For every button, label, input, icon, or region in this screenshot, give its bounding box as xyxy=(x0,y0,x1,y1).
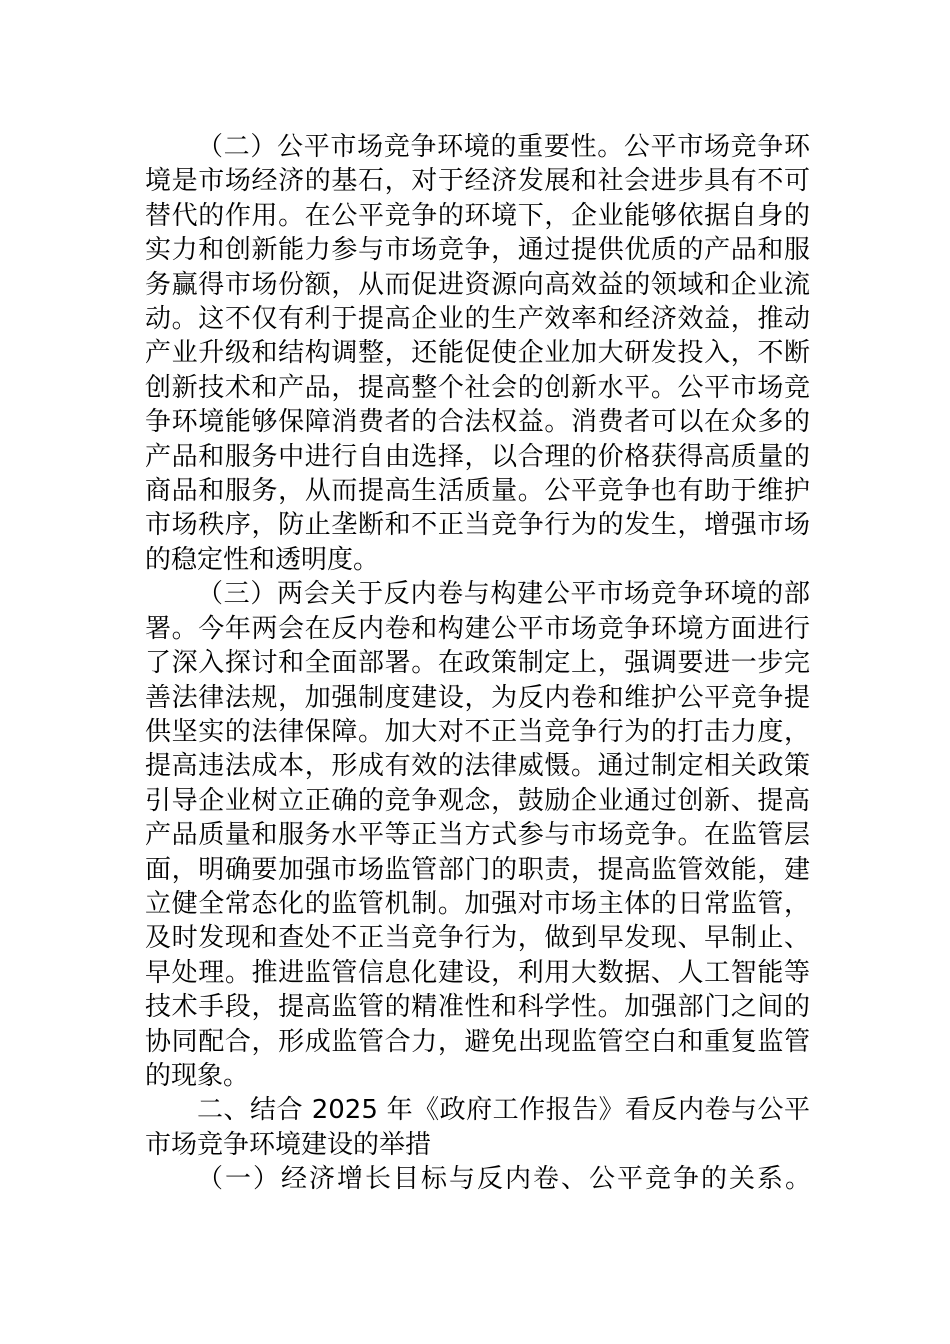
paragraph-two-sessions-deployment: （三）两会关于反内卷与构建公平市场竞争环境的部署。今年两会在反内卷和构建公平市场竞争环境方面进行了深入探讨和全面部署。在政策制定上，强调要进一步完善法律法规，加强制度建设，为反内卷和维护公平竞争提供坚实的法律保障。加大对不正当竞争行为的打击力度，提高违法成本，形成有效的法律威慑。通过制定相关政策引导企业树立正确的竞争观念，鼓励企业通过创新、提高产品质量和服务水平等正当方式参与市场竞争。在监管层面，明确要加强市场监管部门的职责，提高监管效能，建立健全常态化的监管机制。加强对市场主体的日常监管，及时发现和查处不正当竞争行为，做到早发现、早制止、早处理。推进监管信息化建设，利用大数据、人工智能等技术手段，提高监管的精准性和科学性。加强部门之间的协同配合，形成监管合力，避免出现监管空白和重复监管的现象。 xyxy=(145,579,810,1091)
section-heading-two: 二、结合 2025 年《政府工作报告》看反内卷与公平市场竞争环境建设的举措 xyxy=(145,1095,810,1160)
paragraph-importance-of-fair-competition: （二）公平市场竞争环境的重要性。公平市场竞争环境是市场经济的基石，对于经济发展和社会进步具有不可替代的作用。在公平竞争的环境下，企业能够依据自身的实力和创新能力参与市场竞争，通过提供优质的产品和服务赢得市场份额，从而促进资源向高效益的领域和企业流动。这不仅有利于提高企业的生产效率和经济效益，推动产业升级和结构调整，还能促使企业加大研发投入，不断创新技术和产品，提高整个社会的创新水平。公平市场竞争环境能够保障消费者的合法权益。消费者可以在众多的产品和服务中进行自由选择，以合理的价格获得高质量的商品和服务，从而提高生活质量。公平竞争也有助于维护市场秩序，防止垄断和不正当竞争行为的发生，增强市场的稳定性和透明度。 xyxy=(145,132,810,575)
document-body xyxy=(145,130,814,1197)
subsection-heading-one: （一）经济增长目标与反内卷、公平竞争的关系。 xyxy=(197,1164,814,1195)
